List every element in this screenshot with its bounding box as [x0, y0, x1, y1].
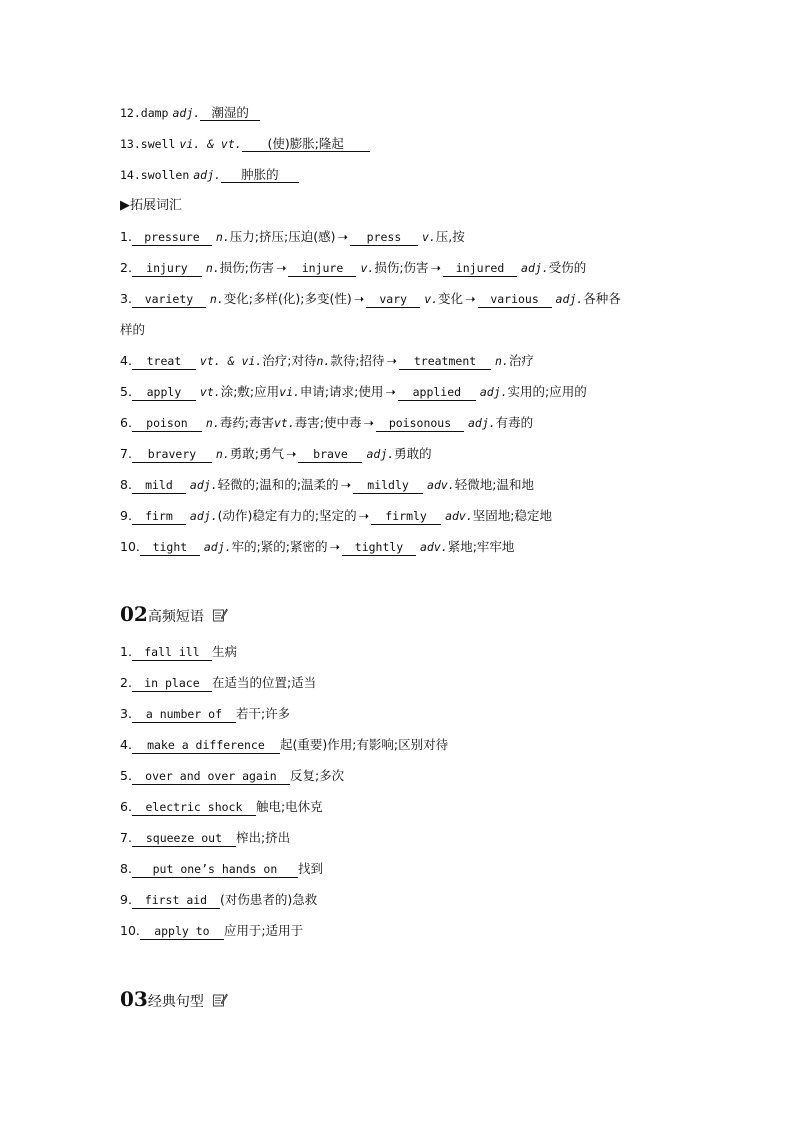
- text-expand-4-d1: 涂;敷;应用: [220, 384, 280, 399]
- vocab-item-12: [120, 104, 260, 122]
- text-expand-4-t1b: vi.: [279, 385, 300, 399]
- text-expand-0-d1: 压力;挤压;压迫(感): [229, 229, 336, 244]
- text-section3-title: 经典句型: [147, 994, 204, 1010]
- text-expand-6-t2: adj.: [366, 447, 395, 461]
- text-section3-num: 03: [120, 987, 148, 1011]
- text-expand-7-t1: adj.: [189, 478, 218, 492]
- text-expand-2-num: 3.: [120, 291, 132, 306]
- text-expand-0-d2: 压,按: [435, 229, 465, 244]
- text-expand-2-d2: 变化: [438, 291, 464, 306]
- text-expand-1-d3: 受伤的: [548, 260, 587, 275]
- text-core-0-word: damp: [140, 106, 169, 120]
- text-phrases-2-num: 3.: [120, 706, 132, 721]
- text-expand-4-num: 5.: [120, 384, 132, 399]
- text-expand-4-d1b: 申请;请求;使用: [299, 384, 384, 399]
- text-expand-6-t1: n.: [215, 447, 230, 461]
- answer-blank: first aid: [132, 893, 220, 909]
- text-phrases-0-num: 1.: [120, 644, 132, 659]
- text-expand-5-t2: adj.: [467, 416, 496, 430]
- arrow-right-icon: ➝: [386, 353, 398, 368]
- arrow-right-icon: ➝: [465, 291, 476, 306]
- answer-blank: electric shock: [132, 800, 256, 816]
- text-expand-9-d1: 牢的;紧的;紧密的: [231, 539, 328, 554]
- text-core-2-pos: adj.: [193, 168, 221, 182]
- answer-blank: poisonous: [376, 416, 464, 432]
- expand-item: [120, 476, 534, 494]
- text-expand-3-d2: 治疗: [508, 353, 534, 368]
- phrase-item: [120, 643, 237, 661]
- text-phrases-2-meaning: 若干;许多: [235, 706, 291, 721]
- section-heading-02: [120, 603, 228, 630]
- arrow-right-icon: ➝: [286, 446, 297, 461]
- arrow-right-icon: ➝: [430, 260, 442, 275]
- text-expand-5-t1b: vt.: [274, 416, 295, 430]
- text-expand-9-t1: adj.: [203, 540, 232, 554]
- answer-blank: over and over again: [132, 769, 290, 785]
- phrase-item: [120, 860, 323, 878]
- text-expand-2-d3: 各种各: [583, 291, 621, 306]
- text-core-1-word: swell: [140, 137, 176, 151]
- answer-blank: pressure: [132, 230, 212, 246]
- phrase-item: [120, 705, 290, 723]
- text-expand-7-d1: 轻微的;温和的;温柔的: [217, 477, 339, 492]
- text-phrases-5-num: 6.: [120, 799, 132, 814]
- expand-item: [120, 507, 552, 525]
- text-expand-6-d2: 勇敢的: [394, 446, 432, 461]
- expand-vocab-heading: ▶拓展词汇: [120, 198, 182, 213]
- text-expand-5-d1b: 毒害;使中毒: [294, 415, 362, 430]
- answer-blank: apply: [132, 385, 196, 401]
- text-phrases-4-meaning: 反复;多次: [289, 768, 345, 783]
- text-expand-1-t1: n.: [205, 261, 220, 275]
- answer-blank: various: [478, 292, 552, 308]
- text-expand-0-t1: n.: [215, 230, 230, 244]
- text-expand-1-t3: adj.: [521, 261, 549, 275]
- answer-blank: firm: [132, 509, 186, 525]
- text-expand-1-d1: 损伤;伤害: [219, 260, 274, 275]
- expand-item: [120, 259, 586, 277]
- text-expand-6-d1: 勇敢;勇气: [229, 446, 284, 461]
- text-phrases-7-num: 8.: [120, 861, 132, 876]
- text-expand-5-d2: 有毒的: [495, 415, 534, 430]
- text-expand-1-t2: v.: [360, 261, 375, 275]
- arrow-right-icon: ➝: [329, 539, 340, 554]
- answer-blank: variety: [132, 292, 206, 308]
- text-expand-5-t1: n.: [205, 416, 220, 430]
- arrow-right-icon: ➝: [363, 415, 374, 430]
- text-expand-8-t1: adj.: [189, 509, 218, 523]
- expand-item: [120, 383, 587, 401]
- text-core-1-num: 13.: [120, 137, 141, 151]
- text-expand-2-d1: 变化;多样(化);多变(性): [223, 291, 352, 306]
- answer-blank: vary: [366, 292, 420, 308]
- answer-blank: firmly: [371, 509, 441, 525]
- text-section2-num: 02: [120, 602, 148, 626]
- text-expand-7-num: 8.: [120, 477, 132, 492]
- phrase-item: [120, 798, 323, 816]
- text-phrases-6-num: 7.: [120, 830, 132, 845]
- answer-blank: injured: [443, 261, 517, 277]
- answer-blank: injure: [288, 261, 356, 277]
- text-phrases-7-meaning: 找到: [297, 861, 323, 876]
- text-expand-4-t1: vt.: [199, 385, 221, 399]
- text-expand-2-t1: n.: [209, 292, 224, 306]
- expand-item: [120, 290, 621, 308]
- text-phrases-3-num: 4.: [120, 737, 132, 752]
- text-phrases-0-meaning: 生病: [211, 644, 237, 659]
- phrase-item: [120, 829, 290, 847]
- arrow-right-icon: ➝: [353, 291, 365, 306]
- text-expand-2-t2: v.: [424, 292, 439, 306]
- text-phrases-5-meaning: 触电;电休克: [255, 799, 323, 814]
- text-expand-8-d2: 坚固地;稳定地: [472, 508, 552, 523]
- answer-blank: a number of: [132, 707, 236, 723]
- text-expand-3-t1b: n.: [316, 354, 331, 368]
- text-expand-3-d1b: 款待;招待: [330, 353, 385, 368]
- text-phrases-4-num: 5.: [120, 768, 132, 783]
- expand-item-wrap: [120, 321, 145, 339]
- answer-blank: brave: [298, 447, 362, 463]
- text-expand-0-t2: v.: [421, 230, 436, 244]
- text-expand-2-t3: adj.: [555, 292, 584, 306]
- phrase-item: [120, 674, 316, 692]
- text-expand-5-d1: 毒药;毒害: [219, 415, 274, 430]
- expand-item: [120, 538, 514, 556]
- text-core-2-word: swollen: [140, 168, 190, 182]
- text-expand-7-d2: 轻微地;温和地: [454, 477, 534, 492]
- text-expand-0-num: 1.: [120, 229, 132, 244]
- answer-blank: poison: [132, 416, 202, 432]
- text-phrases-8-num: 9.: [120, 892, 132, 907]
- answer-blank: injury: [132, 261, 202, 277]
- answer-blank: apply to: [140, 924, 224, 940]
- expand-item: [120, 445, 432, 463]
- answer-blank: make a difference: [132, 738, 280, 754]
- text-expand-6-num: 7.: [120, 446, 132, 461]
- arrow-right-icon: ➝: [358, 508, 370, 523]
- expand-item: [120, 228, 465, 246]
- text-expand-4-t2: adj.: [479, 385, 508, 399]
- text-expand-3-d1: 治疗;对待: [262, 353, 317, 368]
- answer-blank: bravery: [132, 447, 212, 463]
- answer-blank: fall ill: [132, 645, 212, 661]
- notepad-pencil-icon: [212, 607, 228, 630]
- arrow-right-icon: ➝: [337, 229, 348, 244]
- answer-blank: in place: [132, 676, 212, 692]
- text-expand-9-num: 10.: [120, 539, 140, 554]
- arrow-right-icon: ➝: [340, 477, 352, 492]
- answer-blank: tightly: [342, 540, 416, 556]
- text-phrases-9-num: 10.: [120, 923, 140, 938]
- text-expand-3-num: 4.: [120, 353, 132, 368]
- answer-blank: put one’s hands on: [132, 862, 298, 878]
- text-section2-title: 高频短语: [147, 609, 204, 625]
- text-expand-3-t2: n.: [495, 354, 509, 368]
- text-phrases-6-meaning: 榨出;挤出: [235, 830, 291, 845]
- text-core-2-num: 14.: [120, 168, 141, 182]
- answer-blank: 肿胀的: [221, 167, 299, 183]
- vocab-item-14: [120, 166, 299, 184]
- expand-item: [120, 352, 534, 370]
- text-expand-7-t2: adv.: [427, 478, 455, 492]
- answer-blank: squeeze out: [132, 831, 236, 847]
- section-heading-03: [120, 988, 228, 1015]
- answer-blank: mildly: [353, 478, 423, 494]
- phrase-item: [120, 922, 303, 940]
- text-phrases-8-meaning: (对伤患者的)急救: [219, 892, 318, 907]
- vocab-item-13: [120, 135, 370, 153]
- answer-blank: (使)膨胀;隆起: [242, 136, 370, 152]
- text-expand-8-t2: adv.: [445, 509, 473, 523]
- answer-blank: treat: [132, 354, 196, 370]
- answer-blank: applied: [398, 385, 476, 401]
- text-expand-1-num: 2.: [120, 260, 132, 275]
- text-expand-9-d2: 紧地;牢牢地: [447, 539, 515, 554]
- text-expand-5-num: 6.: [120, 415, 132, 430]
- text-expand-8-d1: (动作)稳定有力的;坚定的: [217, 508, 357, 523]
- phrase-item: [120, 891, 317, 909]
- arrow-right-icon: ➝: [276, 260, 287, 275]
- answer-blank: 潮湿的: [200, 105, 260, 121]
- text-phrases-1-num: 2.: [120, 675, 132, 690]
- answer-blank: tight: [140, 540, 200, 556]
- arrow-right-icon: ➝: [385, 384, 396, 399]
- text-expand-9-t2: adv.: [419, 540, 448, 554]
- text-phrases-3-meaning: 起(重要)作用;有影响;区别对待: [279, 737, 449, 752]
- text-core-1-pos: vi. & vt.: [179, 137, 242, 151]
- text-core-0-num: 12.: [120, 106, 141, 120]
- text-expand-8-num: 9.: [120, 508, 132, 523]
- phrase-item: [120, 736, 448, 754]
- text-expand-2-wrap: 样的: [120, 322, 146, 337]
- expand-item: [120, 414, 533, 432]
- text-phrases-1-meaning: 在适当的位置;适当: [211, 675, 317, 690]
- text-expand-3-t1: vt. & vi.: [199, 354, 263, 368]
- text-core-0-pos: adj.: [172, 106, 201, 120]
- text-phrases-9-meaning: 应用于;适用于: [223, 923, 304, 938]
- notepad-pencil-icon: [212, 992, 228, 1015]
- answer-blank: press: [350, 230, 418, 246]
- answer-blank: treatment: [399, 354, 491, 370]
- text-expand-1-d2: 损伤;伤害: [374, 260, 429, 275]
- phrase-item: [120, 767, 344, 785]
- text-expand-4-d2: 实用的;应用的: [507, 384, 587, 399]
- answer-blank: mild: [132, 478, 186, 494]
